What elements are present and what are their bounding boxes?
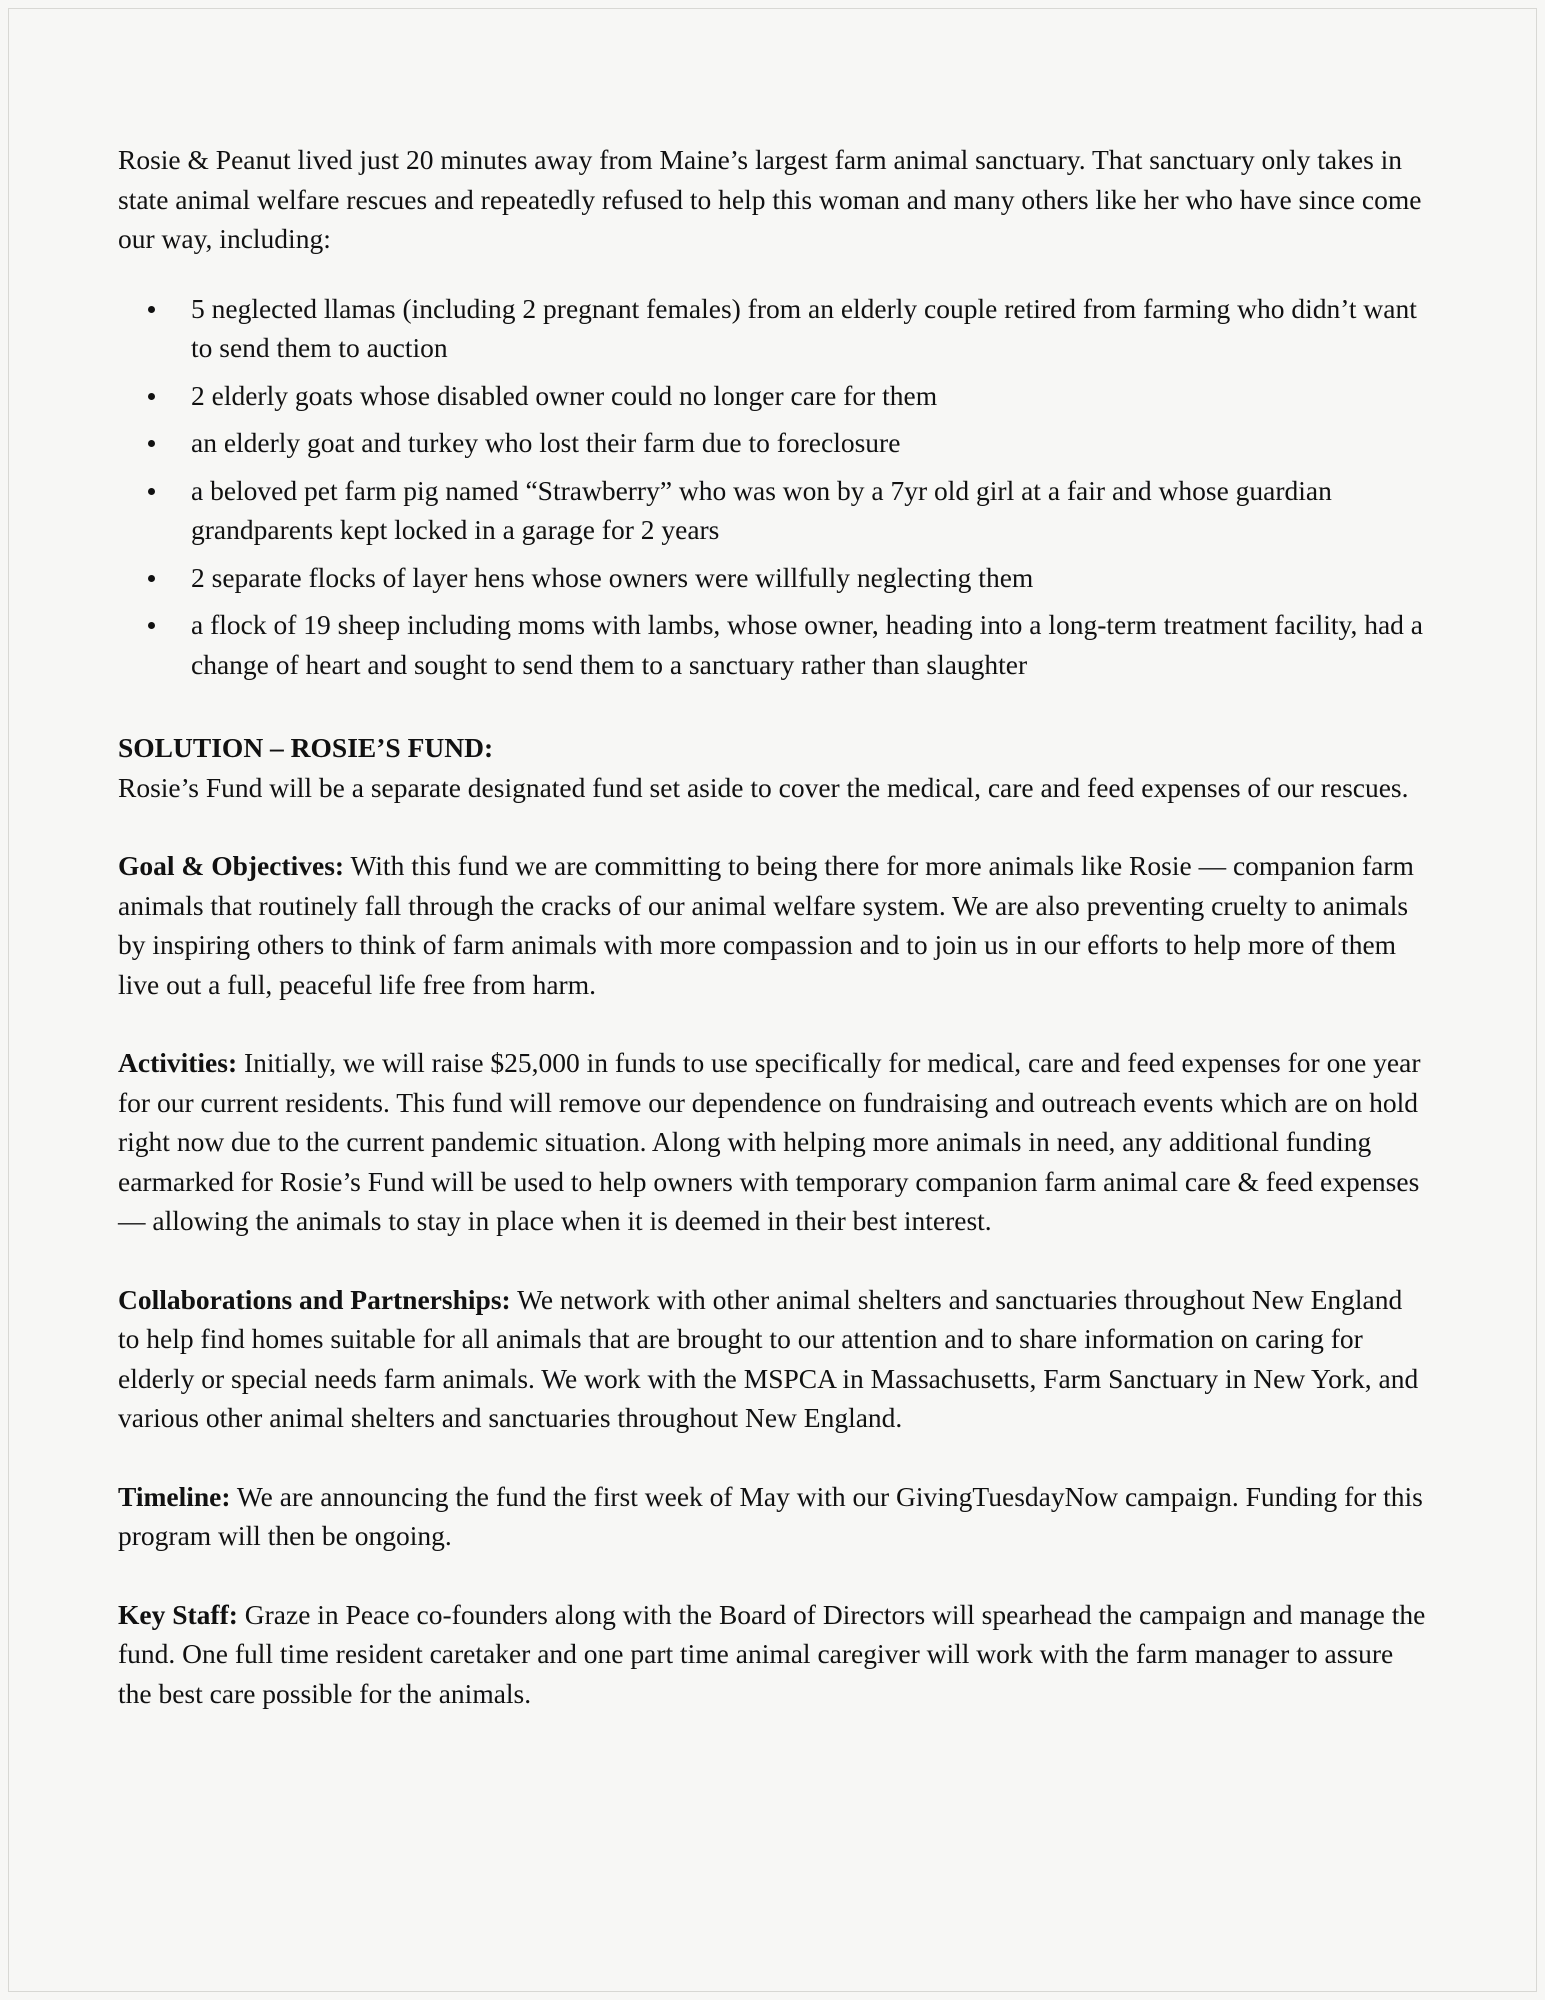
solution-section — [118, 728, 1430, 807]
list-item — [118, 376, 1430, 416]
section-label: Key Staff: — [118, 1598, 238, 1630]
section-body: We are announcing the fund the first week of May with our GivingTuesdayNow campaign. Funding for this program will then be ongoing. — [118, 1480, 1423, 1551]
intro-paragraph: Rosie & Peanut lived just 20 minutes away from Maine’s largest farm animal sanctuary. That sanctuary only takes in state animal welfare rescues and repeatedly refused to help this woman and many others like her who have since come our way, including: — [118, 144, 1422, 254]
section-body: Graze in Peace co-founders along with the Board of Directors will spearhead the campaign and manage the fund. One full time resident caretaker and one part time animal caregiver will work with the farm manager to assure the best care possible for the animals. — [118, 1598, 1426, 1709]
section-label: Goal & Objectives: — [118, 850, 345, 881]
bullet-icon — [148, 488, 155, 495]
section-body: We network with other animal shelters and sanctuaries throughout New England to help find homes suitable for all animals that are brought to our attention and to share information on caring for elderly or special needs farm animals. We work with the MSPCA in Massachusetts, Farm Sanctuary in New York, and various other animal shelters and sanctuaries throughout New England. — [118, 1283, 1419, 1433]
bullet-icon — [148, 575, 155, 582]
section-label: Timeline: — [118, 1480, 231, 1512]
list-item-label: 2 elderly goats whose disabled owner could no longer care for them — [191, 379, 938, 411]
section-label: Collaborations and Partnerships: — [118, 1283, 511, 1315]
list-item-label: a flock of 19 sheep including moms with lambs, whose owner, heading into a long-term treatment facility, had a change of heart and sought to send them to a sanctuary rather than slaughter — [191, 609, 1424, 680]
bullet-icon — [148, 306, 155, 313]
section-activities — [118, 1043, 1430, 1241]
solution-heading: SOLUTION – ROSIE’S FUND: — [118, 732, 494, 763]
list-item — [118, 605, 1430, 684]
list-item — [118, 289, 1430, 368]
list-item — [118, 471, 1430, 550]
list-item-label: a beloved pet farm pig named “Strawberry” who was won by a 7yr old girl at a fair and whose guardian grandparents kept locked in a garage for 2 years — [191, 474, 1332, 545]
list-item-label: 2 separate flocks of layer hens whose owners were willfully neglecting them — [191, 561, 1034, 593]
bullet-icon — [148, 440, 155, 447]
document-content — [118, 140, 1430, 1713]
section-body: With this fund we are committing to being there for more animals like Rosie — companion farm animals that routinely fall through the cracks of our animal welfare system. We are also preventing cruelty to animals by inspiring others to think of farm animals with more compassion and to join us in our efforts to help more of them live out a full, peaceful life free from harm. — [118, 850, 1414, 1000]
section-goal-objectives — [118, 846, 1430, 1004]
section-body: Initially, we will raise $25,000 in funds to use specifically for medical, care and feed expenses for one year for our current residents. This fund will remove our dependence on fundraising and outreach events which are on hold right now due to the current pandemic situation. Along with helping more animals in need, any additional funding earmarked for Rosie’s Fund will be used to help owners with temporary companion farm animal care & feed expenses — allowing the animals to stay in place when it is deemed in their best interest. — [118, 1047, 1421, 1236]
section-timeline — [118, 1477, 1430, 1556]
list-item — [118, 558, 1430, 598]
section-label: Activities: — [118, 1047, 238, 1078]
bullet-icon — [148, 393, 155, 400]
bullet-icon — [148, 622, 155, 629]
solution-body: Rosie’s Fund will be a separate designated fund set aside to cover the medical, care and feed expenses of our rescues. — [118, 771, 1409, 803]
rescue-list — [118, 289, 1430, 685]
section-collaborations-partnerships — [118, 1280, 1430, 1438]
list-item — [118, 423, 1430, 463]
section-key-staff — [118, 1595, 1430, 1714]
list-item-label: 5 neglected llamas (including 2 pregnant females) from an elderly couple retired from farming who didn’t want to send them to auction — [191, 292, 1417, 363]
list-item-label: an elderly goat and turkey who lost their farm due to foreclosure — [191, 427, 901, 458]
